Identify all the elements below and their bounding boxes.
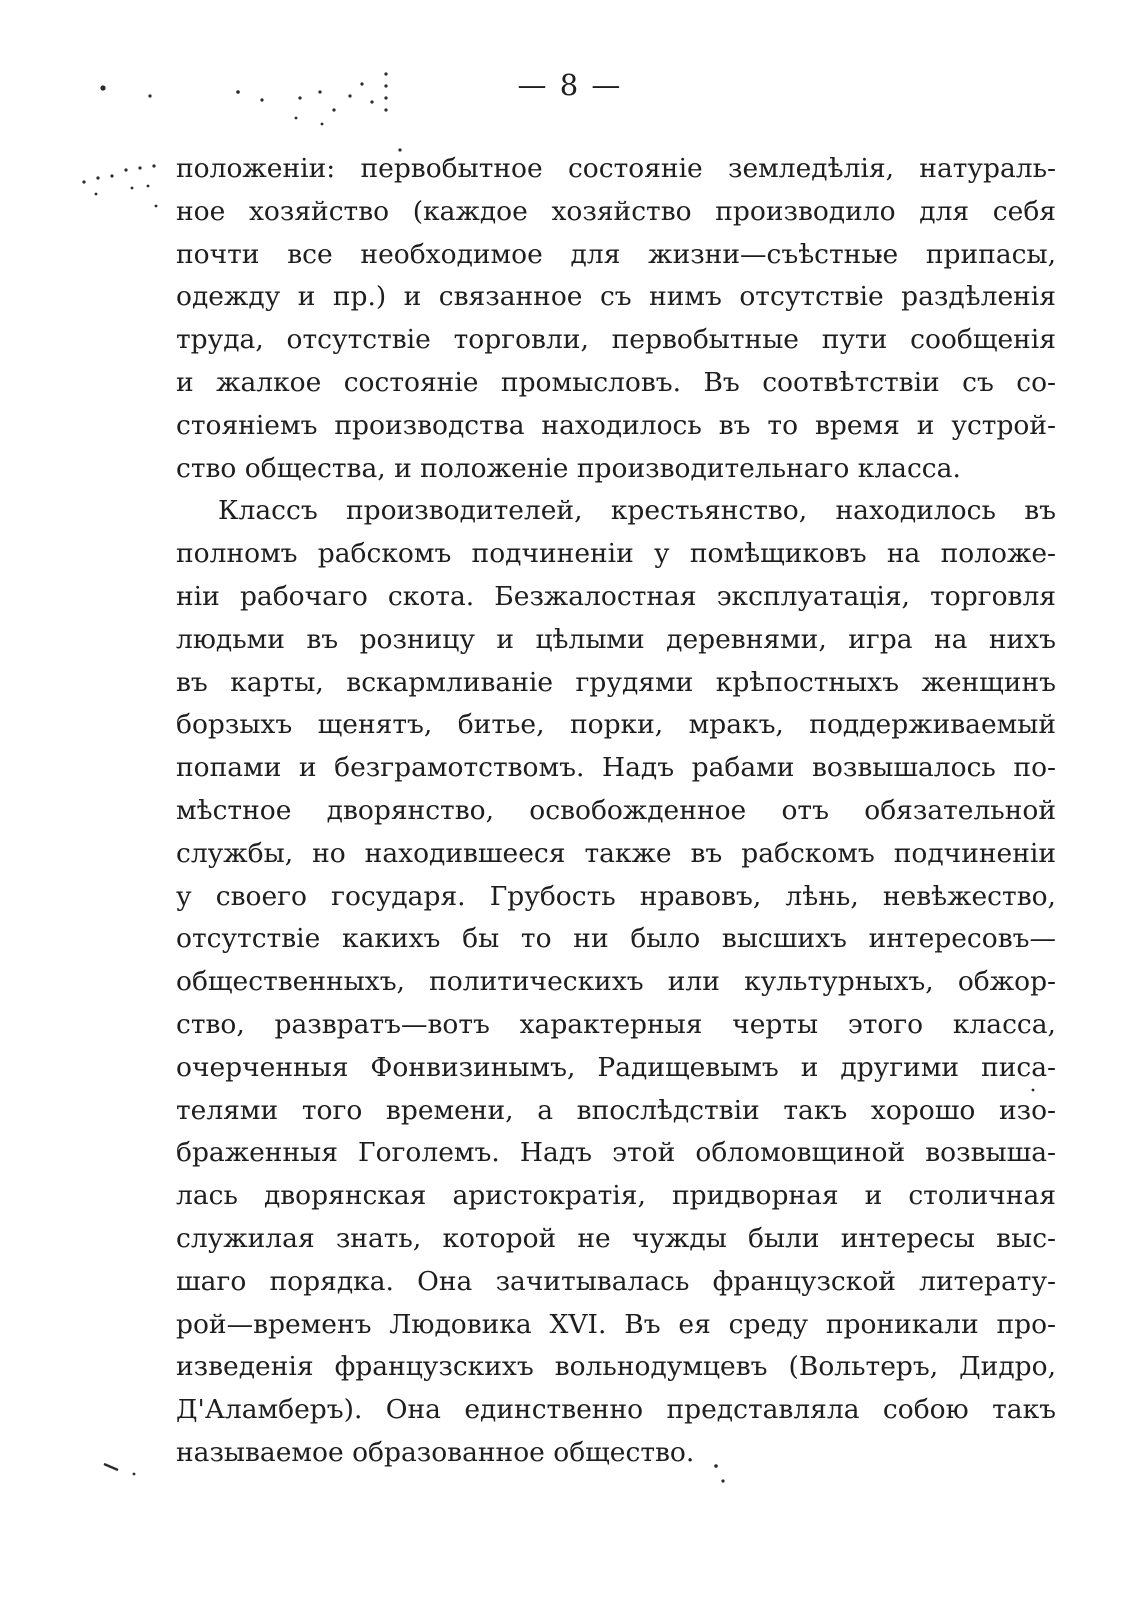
paragraph-2 — [176, 490, 1056, 1474]
text-line: и жалкое состояніе промысловъ. Въ соотвѣтствіи съ со- — [176, 366, 1056, 398]
text-line: Д'Аламберъ). Она единственно представляла собою такъ — [176, 1394, 1056, 1426]
text-line: общественныхъ, политическихъ или культурныхъ, обжор- — [176, 966, 1056, 998]
text-line: попами и безграмотствомъ. Надъ рабами возвышалось по- — [176, 752, 1056, 784]
text-line: ніи рабочаго скота. Безжалостная эксплуатація, торговля — [176, 580, 1056, 612]
body-text — [176, 148, 1056, 1475]
text-line: ство общества, и положеніе производительнаго класса. — [176, 452, 961, 484]
text-line: изведенія французскихъ вольнодумцевъ (Вольтеръ, Дидро, — [176, 1351, 1056, 1383]
text-line: называемое образованное общество. — [176, 1436, 695, 1468]
text-line: служилая знать, которой не чужды были интересы выс- — [176, 1222, 1056, 1254]
text-line: людьми въ розницу и цѣлыми деревнями, игра на нихъ — [176, 623, 1056, 655]
text-line: одежду и пр.) и связанное съ нимъ отсутствіе раздѣленія — [176, 281, 1056, 313]
text-line: отсутствіе какихъ бы то ни было высшихъ интересовъ— — [176, 923, 1056, 955]
text-line: очерченныя Фонвизинымъ, Радищевымъ и другими писа- — [176, 1051, 1056, 1083]
text-line: ное хозяйство (каждое хозяйство производило для себя — [176, 195, 1056, 227]
text-line: лась дворянская аристократія, придворная и столичная — [176, 1180, 1056, 1212]
text-line: рой—временъ Людовика XVI. Въ ея среду проникали про- — [176, 1308, 1056, 1340]
text-line: полномъ рабскомъ подчиненіи у помѣщиковъ на положе- — [176, 538, 1056, 570]
text-line: шаго порядка. Она зачитывалась французской литерату- — [176, 1265, 1056, 1297]
text-line: труда, отсутствіе торговли, первобытные пути сообщенія — [176, 324, 1056, 356]
text-line: телями того времени, а впослѣдствіи такъ хорошо изо- — [176, 1094, 1056, 1126]
text-line: браженныя Гоголемъ. Надъ этой обломовщиной возвыша- — [176, 1137, 1056, 1169]
text-line: службы, но находившееся также въ рабскомъ подчиненіи — [176, 837, 1056, 869]
text-line: ство, развратъ—вотъ характерныя черты этого класса, — [176, 1008, 1056, 1040]
page-number: — 8 — — [517, 68, 623, 102]
text-line: мѣстное дворянство, освобожденное отъ обязательной — [176, 794, 1056, 826]
text-line: борзыхъ щенятъ, битье, порки, мракъ, поддерживаемый — [176, 709, 1056, 741]
paragraph-1 — [176, 148, 1056, 490]
text-line: стояніемъ производства находилось въ то время и устрой- — [176, 409, 1056, 441]
text-line: Классъ производителей, крестьянство, находилось въ — [218, 495, 1056, 527]
text-line: почти все необходимое для жизни—съѣстные припасы, — [176, 238, 1056, 270]
text-line: въ карты, вскармливаніе грудями крѣпостныхъ женщинъ — [176, 666, 1056, 698]
text-line: у своего государя. Грубость нравовъ, лѣнь, невѣжество, — [176, 880, 1056, 912]
text-line: положеніи: первобытное состояніе земледѣлія, натураль- — [176, 153, 1056, 184]
